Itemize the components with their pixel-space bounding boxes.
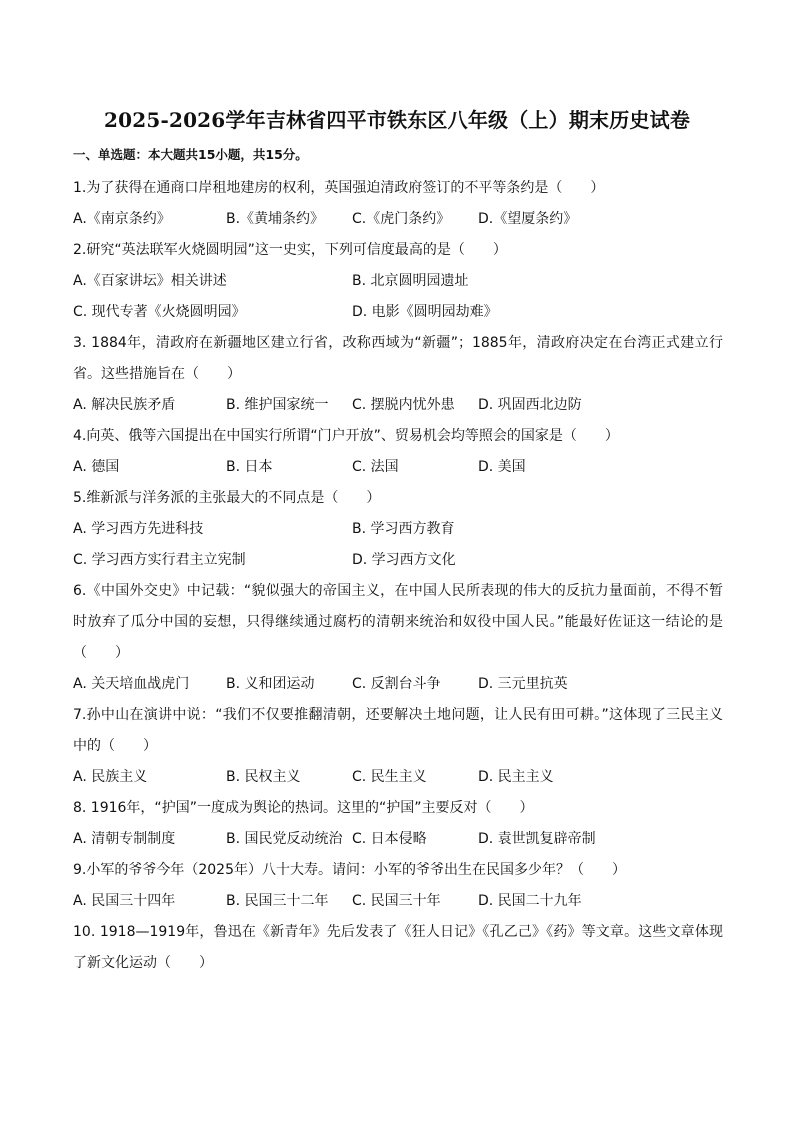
question-8-options — [73, 824, 723, 855]
page-title: 2025-2026学年吉林省四平市铁东区八年级（上）期末历史试卷 — [103, 108, 691, 132]
question-2-option-c: C. 现代专著《火烧圆明园》 — [73, 304, 246, 320]
question-list — [73, 173, 723, 979]
question-4 — [73, 421, 723, 483]
question-1-option-a: A.《南京条约》 — [73, 211, 171, 227]
question-2-options-row-1 — [73, 266, 723, 297]
question-3-option-a: A. 解决民族矛盾 — [73, 397, 176, 413]
question-9-stem: 9.小军的爷爷今年（2025年）八十大寿。请问：小军的爷爷出生在民国多少年？（ ） — [73, 862, 626, 878]
question-8-option-c: C. 日本侵略 — [352, 831, 427, 847]
question-2-option-d: D. 电影《圆明园劫难》 — [352, 304, 498, 320]
question-7-option-a: A. 民族主义 — [73, 769, 148, 785]
question-9-option-c: C. 民国三十年 — [352, 893, 441, 909]
question-2 — [73, 235, 723, 328]
question-2-stem: 2.研究“英法联军火烧圆明园”这一史实，下列可信度最高的是（ ） — [73, 242, 507, 258]
question-6-option-c: C. 反割台斗争 — [352, 676, 441, 692]
question-1-option-c: C.《虎门条约》 — [352, 211, 451, 227]
section-heading: 一、单选题：本大题共15小题，共15分。 — [73, 147, 308, 162]
question-4-stem: 4.向英、俄等六国提出在中国实行所谓“门户开放”、贸易机会均等照会的国家是（ ） — [73, 428, 619, 444]
question-9-options — [73, 886, 723, 917]
question-7-option-b: B. 民权主义 — [226, 769, 301, 785]
question-4-option-d: D. 美国 — [478, 459, 526, 475]
question-5-option-c: C. 学习西方实行君主立宪制 — [73, 552, 246, 568]
question-5-option-a: A. 学习西方先进科技 — [73, 521, 204, 537]
question-8-stem: 8. 1916年，“护国”一度成为舆论的热词。这里的“护国”主要反对（ ） — [73, 800, 534, 816]
question-7-options — [73, 762, 723, 793]
question-4-option-c: C. 法国 — [352, 459, 399, 475]
question-10-stem: 10. 1918—1919年，鲁迅在《新青年》先后发表了《狂人日记》《孔乙己》《药》等文章。这些文章体现了新文化运动（ ） — [73, 924, 723, 971]
question-5-option-b: B. 学习西方教育 — [352, 521, 455, 537]
question-2-options-row-2 — [73, 297, 723, 328]
question-1 — [73, 173, 723, 235]
question-6-option-a: A. 关天培血战虎门 — [73, 676, 190, 692]
question-6-option-d: D. 三元里抗英 — [478, 676, 568, 692]
question-5-options-row-2 — [73, 545, 723, 576]
question-10 — [73, 917, 723, 979]
question-2-option-a: A.《百家讲坛》相关讲述 — [73, 273, 227, 289]
question-3-option-c: C. 摆脱内忧外患 — [352, 397, 455, 413]
question-7-stem: 7.孙中山在演讲中说：“我们不仅要推翻清朝，还要解决土地问题，让人民有田可耕。”这体现了三民主义中的（ ） — [73, 707, 723, 754]
question-9-option-d: D. 民国二十九年 — [478, 893, 582, 909]
question-3-option-d: D. 巩固西北边防 — [478, 397, 582, 413]
question-8-option-b: B. 国民党反动统治 — [226, 831, 343, 847]
question-1-option-d: D.《望厦条约》 — [478, 211, 578, 227]
question-9-option-a: A. 民国三十四年 — [73, 893, 176, 909]
question-1-option-b: B.《黄埔条约》 — [226, 211, 325, 227]
question-7-option-d: D. 民主主义 — [478, 769, 554, 785]
question-8-option-a: A. 清朝专制制度 — [73, 831, 176, 847]
question-5-stem: 5.维新派与洋务派的主张最大的不同点是（ ） — [73, 490, 381, 506]
question-7-option-c: C. 民生主义 — [352, 769, 427, 785]
question-6-options — [73, 669, 723, 700]
question-3-option-b: B. 维护国家统一 — [226, 397, 329, 413]
question-2-option-b: B. 北京圆明园遗址 — [352, 273, 469, 289]
question-7 — [73, 700, 723, 793]
question-6-stem: 6.《中国外交史》中记载：“貌似强大的帝国主义，在中国人民所表现的伟大的反抗力量面前，不得不暂时放弃了瓜分中国的妄想，只得继续通过腐朽的清朝来统治和奴役中国人民。”能最好佐证这一结论的是（ ） — [73, 583, 723, 661]
question-9 — [73, 855, 723, 917]
question-5 — [73, 483, 723, 576]
question-3-options — [73, 390, 723, 421]
question-6 — [73, 576, 723, 700]
question-4-option-b: B. 日本 — [226, 459, 273, 475]
question-3 — [73, 328, 723, 421]
question-3-stem: 3. 1884年，清政府在新疆地区建立行省，改称西域为“新疆”；1885年，清政府决定在台湾正式建立行省。这些措施旨在（ ） — [73, 335, 723, 382]
question-9-option-b: B. 民国三十二年 — [226, 893, 329, 909]
question-5-options-row-1 — [73, 514, 723, 545]
question-5-option-d: D. 学习西方文化 — [352, 552, 456, 568]
question-8-option-d: D. 袁世凯复辟帝制 — [478, 831, 596, 847]
question-4-option-a: A. 德国 — [73, 459, 120, 475]
question-4-options — [73, 452, 723, 483]
question-1-options — [73, 204, 723, 235]
question-6-option-b: B. 义和团运动 — [226, 676, 315, 692]
question-8 — [73, 793, 723, 855]
question-1-stem: 1.为了获得在通商口岸租地建房的权利，英国强迫清政府签订的不平等条约是（ ） — [73, 180, 605, 196]
